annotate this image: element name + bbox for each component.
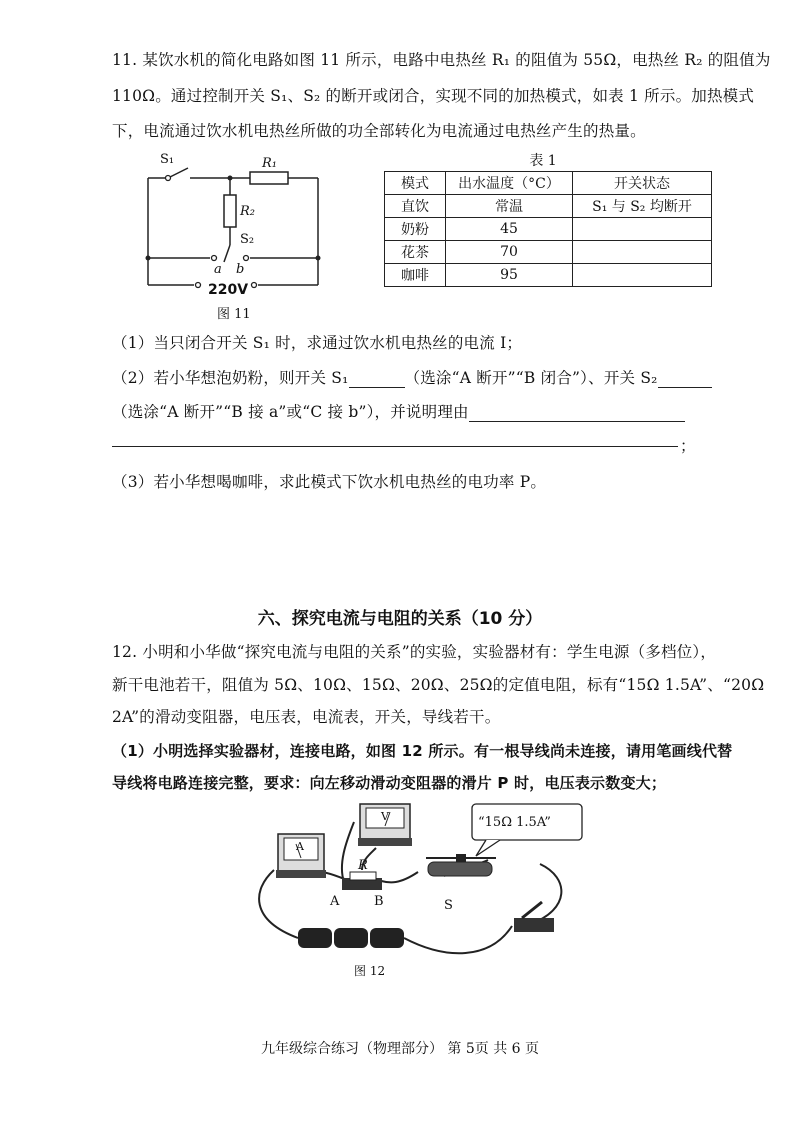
s1-answer-blank[interactable] bbox=[349, 371, 405, 388]
table-cell: 奶粉 bbox=[385, 218, 446, 241]
q11-sub2-part-c: （选涂“A 断开”“B 接 a”或“C 接 b”），并说明理由 bbox=[112, 403, 469, 421]
reason-answer-blank[interactable] bbox=[469, 405, 685, 422]
switch-label: S bbox=[444, 898, 453, 913]
rheostat-spec-label: “15Ω 1.5A” bbox=[478, 815, 551, 830]
table-cell: 70 bbox=[446, 241, 573, 264]
resistor-icon bbox=[342, 872, 382, 890]
mode-table bbox=[384, 171, 712, 287]
voltmeter-label: V bbox=[381, 810, 389, 823]
q12-line-1: 12. 小明和小华做“探究电流与电阻的关系”的实验，实验器材有：学生电源（多档位）， bbox=[112, 643, 717, 661]
q11-sub3: （3）若小华想喝咖啡，求此模式下饮水机电热丝的电功率 P。 bbox=[112, 473, 547, 491]
sub2-end-semicolon: ； bbox=[680, 437, 696, 455]
q11-sub2-part-b: （选涂“A 断开”“B 闭合”）、开关 S₂ bbox=[404, 369, 658, 387]
table-header-row bbox=[385, 172, 712, 195]
table-cell: 95 bbox=[446, 264, 573, 287]
table1-caption: 表 1 bbox=[529, 153, 557, 169]
rheostat-label-bubble bbox=[472, 804, 582, 856]
table-row bbox=[385, 218, 712, 241]
q11-line-1: 11. 某饮水机的简化电路如图 11 所示，电路中电热丝 R₁ 的阻值为 55Ω，电热丝 R₂ 的阻值为 bbox=[112, 51, 771, 69]
table-cell: 直饮 bbox=[385, 195, 446, 218]
q11-line-2: 110Ω。通过控制开关 S₁、S₂ 的断开或闭合，实现不同的加热模式，如表 1 所示。加热模式 bbox=[112, 87, 755, 105]
table-row bbox=[385, 264, 712, 287]
fig12-caption: 图 12 bbox=[354, 964, 386, 978]
fig11-caption: 图 11 bbox=[217, 307, 251, 322]
table-header-switch: 开关状态 bbox=[573, 172, 712, 195]
resistor-label: R bbox=[358, 858, 368, 873]
table-header-temp: 出水温度（°C） bbox=[446, 172, 573, 195]
table-cell: 咖啡 bbox=[385, 264, 446, 287]
table-cell bbox=[573, 264, 712, 287]
r2-label: R₂ bbox=[240, 204, 255, 219]
s2-answer-blank[interactable] bbox=[658, 371, 712, 388]
reason-answer-line[interactable] bbox=[112, 446, 678, 447]
q11-sub1: （1）当只闭合开关 S₁ 时，求通过饮水机电热丝的电流 I； bbox=[112, 334, 523, 352]
section-6-title: 六、探究电流与电阻的关系（10 分） bbox=[257, 609, 543, 629]
table-cell: 常温 bbox=[446, 195, 573, 218]
s1-label: S₁ bbox=[160, 152, 175, 167]
terminal-b-label: b bbox=[236, 262, 245, 277]
q11-sub2-line-2 bbox=[112, 400, 685, 422]
terminal-a-label: a bbox=[214, 262, 222, 277]
voltage-label: 220V bbox=[208, 282, 249, 298]
q12-line-3: 2A”的滑动变阻器，电压表，电流表，开关，导线若干。 bbox=[112, 708, 501, 726]
rheostat-icon bbox=[426, 854, 496, 876]
r1-label: R₁ bbox=[262, 156, 277, 171]
s2-label: S₂ bbox=[240, 232, 255, 247]
table-row bbox=[385, 241, 712, 264]
q12-line-2: 新干电池若干，阻值为 5Ω、10Ω、15Ω、20Ω、25Ω的定值电阻，标有“15Ω 1.5A”、“20Ω bbox=[112, 676, 765, 694]
table-cell: 45 bbox=[446, 218, 573, 241]
ammeter-label: A bbox=[296, 840, 304, 853]
table-cell bbox=[573, 218, 712, 241]
battery-icon bbox=[298, 928, 404, 948]
q11-sub2-line-1 bbox=[112, 366, 712, 388]
terminal-b-fig12-label: B bbox=[374, 894, 384, 909]
table-cell: 花茶 bbox=[385, 241, 446, 264]
q11-line-3: 下，电流通过饮水机电热丝所做的功全部转化为电流通过电热丝产生的热量。 bbox=[112, 122, 646, 140]
table-header-mode: 模式 bbox=[385, 172, 446, 195]
terminal-a-fig12-label: A bbox=[330, 894, 340, 909]
q12-sub1-line-2: 导线将电路连接完整，要求：向左移动滑动变阻器的滑片 P 时，电压表示数变大； bbox=[112, 774, 667, 792]
table-cell bbox=[573, 241, 712, 264]
switch-icon bbox=[514, 902, 554, 932]
q12-sub1-line-1: （1）小明选择实验器材，连接电路，如图 12 所示。有一根导线尚未连接，请用笔画线代替 bbox=[112, 742, 733, 760]
q11-sub2-part-a: （2）若小华想泡奶粉，则开关 S₁ bbox=[112, 369, 349, 387]
table-row bbox=[385, 195, 712, 218]
page-footer: 九年级综合练习（物理部分） 第 5页 共 6 页 bbox=[260, 1041, 540, 1057]
table-cell: S₁ 与 S₂ 均断开 bbox=[573, 195, 712, 218]
